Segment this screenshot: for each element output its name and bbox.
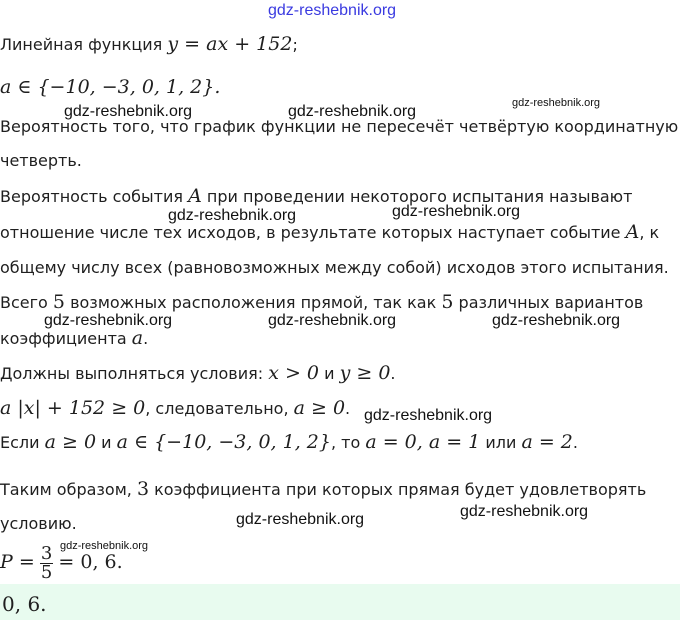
math: 3	[136, 478, 150, 500]
text: и	[96, 433, 117, 452]
text: , к	[639, 223, 660, 242]
text: , то	[330, 433, 366, 452]
text: .	[572, 433, 578, 452]
text: коэффициента при которых прямая будет удовлетворять	[149, 480, 647, 499]
math: a = 0, a = 1	[365, 431, 481, 453]
math: a ≥ 0	[293, 397, 346, 419]
math: y = ax + 152	[167, 33, 293, 55]
math: a ∈ {−10, −3, 0, 1, 2}.	[0, 76, 221, 98]
text: отношение числе тех исходов, в результате которых наступает событие	[0, 223, 626, 242]
math: a ≥ 0	[44, 431, 97, 453]
answer-value: 0, 6.	[2, 592, 47, 616]
math: x > 0	[268, 362, 320, 384]
text: Всего	[0, 293, 53, 312]
watermark: gdz-reshebnik.org	[44, 312, 173, 329]
watermark: gdz-reshebnik.org	[392, 203, 521, 220]
conclusion-line-1	[0, 479, 646, 500]
definition-line-1	[0, 186, 632, 207]
watermark: gdz-reshebnik.org	[460, 503, 589, 520]
watermark: gdz-reshebnik.org	[288, 103, 417, 120]
definition-line-2	[0, 222, 659, 243]
text: коэффициента	[0, 329, 132, 348]
math: a = 2	[521, 431, 573, 453]
math: y ≥ 0	[339, 362, 391, 384]
math: 5	[441, 291, 454, 313]
watermark: gdz-reshebnik.org	[364, 407, 493, 424]
text: Таким образом,	[0, 480, 137, 499]
text: или	[480, 433, 522, 452]
question-line-2: четверть.	[0, 151, 82, 170]
inequality-line	[0, 398, 350, 419]
watermark: gdz-reshebnik.org	[512, 97, 601, 109]
coefficient-set	[0, 77, 220, 98]
text: ;	[292, 35, 298, 54]
text: .	[390, 364, 396, 383]
math: 5	[52, 291, 65, 313]
definition-line-3: общему числу всех (равновозможных между собой) исходов этого испытания.	[0, 258, 669, 277]
watermark: gdz-reshebnik.org	[60, 540, 149, 552]
fraction-denominator: 5	[40, 562, 53, 583]
text: , следовательно,	[145, 399, 294, 418]
text: и	[319, 364, 340, 383]
text: при проведении некоторого испытания называют	[201, 187, 633, 206]
text: Если	[0, 433, 45, 452]
text: различных вариантов	[453, 293, 644, 312]
fraction-numerator: 3	[40, 543, 53, 564]
coefficient-line	[0, 328, 148, 349]
conditions-line	[0, 363, 396, 384]
math: P =	[0, 551, 35, 573]
math: A	[625, 221, 640, 243]
question-line-1: Вероятность того, что график функции не пересечёт четвёртую координатную	[0, 117, 679, 136]
math: a ∈ {−10, −3, 0, 1, 2}	[116, 431, 331, 453]
text: Линейная функция	[0, 35, 168, 54]
math: A	[188, 185, 202, 207]
watermark: gdz-reshebnik.org	[268, 2, 397, 19]
text: Должны выполняться условия:	[0, 364, 269, 383]
total-outcomes-line	[0, 292, 643, 313]
probability-formula	[0, 542, 123, 583]
watermark: gdz-reshebnik.org	[64, 103, 193, 120]
text: возможных расположения прямой, так как	[65, 293, 442, 312]
watermark: gdz-reshebnik.org	[236, 511, 365, 528]
if-line	[0, 432, 578, 453]
watermark: gdz-reshebnik.org	[492, 312, 621, 329]
fraction	[40, 545, 53, 582]
text: .	[143, 329, 149, 348]
math: = 0, 6.	[58, 551, 123, 573]
math: a |x| + 152 ≥ 0	[0, 397, 146, 419]
conclusion-line-2: условию.	[0, 514, 77, 533]
text: Вероятность события	[0, 187, 189, 206]
math: a	[131, 327, 144, 349]
function-definition	[0, 34, 298, 55]
watermark: gdz-reshebnik.org	[168, 207, 297, 224]
answer-box	[0, 584, 680, 620]
text: .	[345, 399, 351, 418]
watermark: gdz-reshebnik.org	[268, 312, 397, 329]
